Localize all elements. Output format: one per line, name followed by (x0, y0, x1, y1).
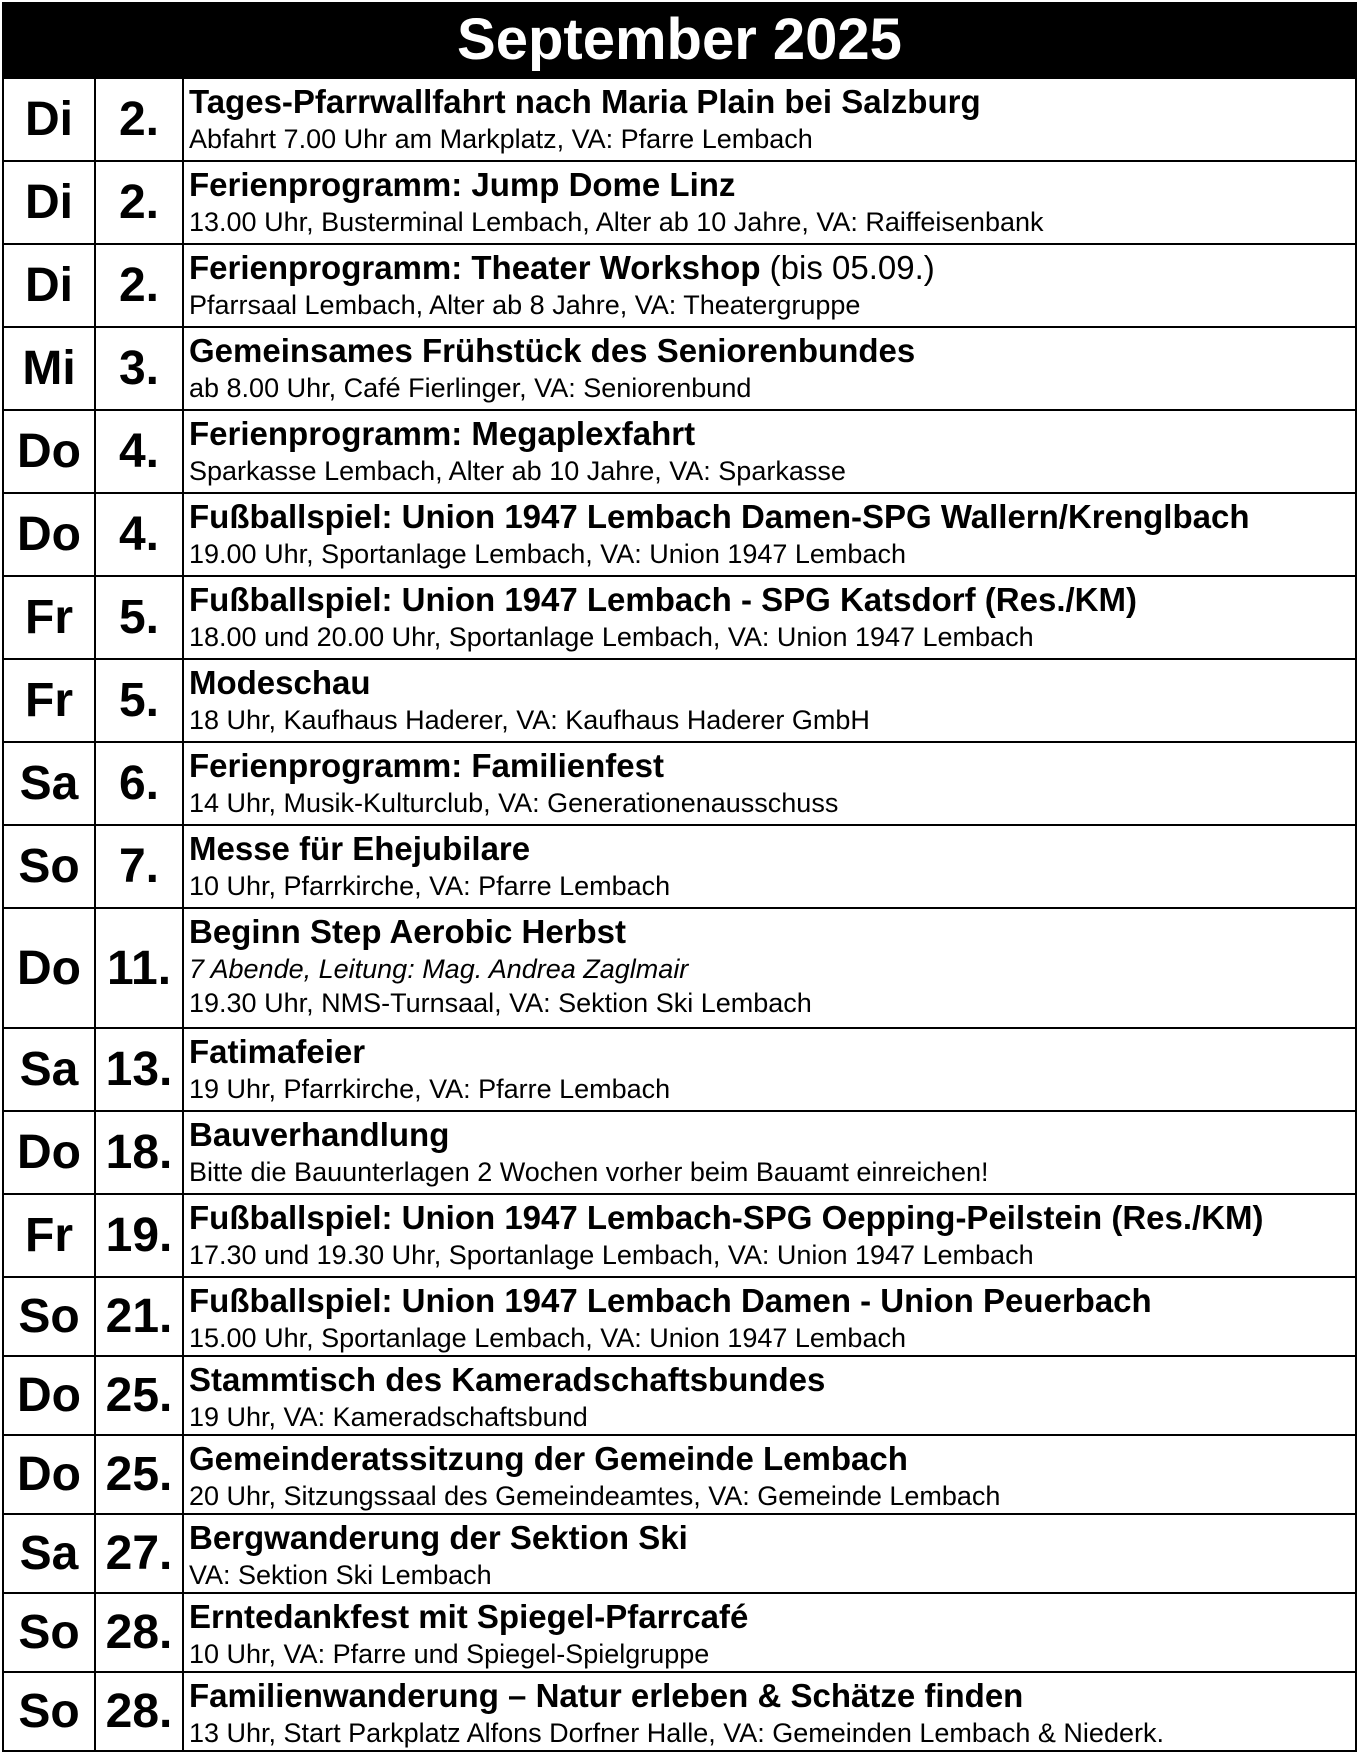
event-detail-line: Pfarrsaal Lembach, Alter ab 8 Jahre, VA: Theatergruppe (189, 290, 861, 320)
events-table (2, 77, 1357, 1752)
event-title-line (189, 414, 1355, 454)
event-row (3, 327, 1356, 410)
event-title-line (189, 1518, 1355, 1558)
event-title-line (189, 580, 1355, 620)
event-date: 28. (95, 1593, 183, 1672)
event-details (183, 1672, 1356, 1751)
event-row (3, 1593, 1356, 1672)
event-date: 13. (95, 1028, 183, 1111)
event-weekday: So (3, 1672, 95, 1751)
event-details (183, 1194, 1356, 1277)
event-title: Bergwanderung der Sektion Ski (189, 1519, 688, 1556)
event-title-line (189, 82, 1355, 122)
event-date: 5. (95, 659, 183, 742)
event-row (3, 1111, 1356, 1194)
event-detail-line: 14 Uhr, Musik-Kulturclub, VA: Generationenausschuss (189, 788, 839, 818)
event-detail-line: 13 Uhr, Start Parkplatz Alfons Dorfner Halle, VA: Gemeinden Lembach & Niederk. (189, 1718, 1164, 1748)
event-row (3, 1435, 1356, 1514)
event-date: 25. (95, 1435, 183, 1514)
event-date: 18. (95, 1111, 183, 1194)
event-weekday: Do (3, 493, 95, 576)
event-details (183, 493, 1356, 576)
event-details (183, 1277, 1356, 1356)
event-details (183, 908, 1356, 1028)
event-details (183, 1111, 1356, 1194)
event-title: Fatimafeier (189, 1033, 366, 1070)
event-details (183, 742, 1356, 825)
event-row (3, 825, 1356, 908)
event-title: Fußballspiel: Union 1947 Lembach - SPG Katsdorf (Res./KM) (189, 581, 1137, 618)
event-weekday: So (3, 1277, 95, 1356)
event-row (3, 1514, 1356, 1593)
event-detail-line: Bitte die Bauunterlagen 2 Wochen vorher beim Bauamt einreichen! (189, 1157, 989, 1187)
event-detail-line: 7 Abende, Leitung: Mag. Andrea Zaglmair (189, 954, 689, 984)
event-detail-line: 19.30 Uhr, NMS-Turnsaal, VA: Sektion Ski Lembach (189, 988, 812, 1018)
event-title-line (189, 1439, 1355, 1479)
event-details (183, 1356, 1356, 1435)
event-date: 3. (95, 327, 183, 410)
event-detail-line: 19 Uhr, VA: Kameradschaftsbund (189, 1402, 588, 1432)
event-weekday: Sa (3, 1028, 95, 1111)
event-detail-line: ab 8.00 Uhr, Café Fierlinger, VA: Seniorenbund (189, 373, 752, 403)
event-weekday: Do (3, 1435, 95, 1514)
event-date: 11. (95, 908, 183, 1028)
event-details (183, 659, 1356, 742)
event-details (183, 327, 1356, 410)
event-title: Tages-Pfarrwallfahrt nach Maria Plain bei Salzburg (189, 83, 981, 120)
event-details (183, 410, 1356, 493)
event-details (183, 1514, 1356, 1593)
event-title: Bauverhandlung (189, 1116, 450, 1153)
event-weekday: Fr (3, 1194, 95, 1277)
event-weekday: Sa (3, 742, 95, 825)
event-title-line (189, 1281, 1355, 1321)
event-title-line (189, 331, 1355, 371)
event-row (3, 1356, 1356, 1435)
event-date: 7. (95, 825, 183, 908)
event-detail-line: 20 Uhr, Sitzungssaal des Gemeindeamtes, VA: Gemeinde Lembach (189, 1481, 1001, 1511)
event-detail-line: 18.00 und 20.00 Uhr, Sportanlage Lembach, VA: Union 1947 Lembach (189, 622, 1034, 652)
event-details (183, 78, 1356, 161)
event-title: Gemeinsames Frühstück des Seniorenbundes (189, 332, 916, 369)
event-title: Fußballspiel: Union 1947 Lembach Damen - Union Peuerbach (189, 1282, 1152, 1319)
event-weekday: Sa (3, 1514, 95, 1593)
event-title: Stammtisch des Kameradschaftsbundes (189, 1361, 826, 1398)
event-title-line (189, 165, 1355, 205)
event-title: Modeschau (189, 664, 371, 701)
event-date: 19. (95, 1194, 183, 1277)
event-title-line (189, 1032, 1355, 1072)
event-row (3, 659, 1356, 742)
event-details (183, 161, 1356, 244)
event-detail-line: 15.00 Uhr, Sportanlage Lembach, VA: Union 1947 Lembach (189, 1323, 906, 1353)
event-title-line (189, 497, 1355, 537)
event-detail-line: 19 Uhr, Pfarrkirche, VA: Pfarre Lembach (189, 1074, 671, 1104)
event-date: 5. (95, 576, 183, 659)
event-title-line (189, 746, 1355, 786)
event-row (3, 1194, 1356, 1277)
event-title: Ferienprogramm: Megaplexfahrt (189, 415, 696, 452)
event-weekday: Mi (3, 327, 95, 410)
event-title: Messe für Ehejubilare (189, 830, 531, 867)
event-row (3, 161, 1356, 244)
event-title-line (189, 1115, 1355, 1155)
event-title-note: (bis 05.09.) (760, 249, 935, 286)
event-title: Ferienprogramm: Jump Dome Linz (189, 166, 736, 203)
event-title-line (189, 1360, 1355, 1400)
event-weekday: Do (3, 1111, 95, 1194)
event-weekday: Do (3, 908, 95, 1028)
event-detail-line: Abfahrt 7.00 Uhr am Markplatz, VA: Pfarre Lembach (189, 124, 813, 154)
event-title-line (189, 1676, 1355, 1716)
event-detail-line: Sparkasse Lembach, Alter ab 10 Jahre, VA: Sparkasse (189, 456, 846, 486)
event-weekday: Do (3, 410, 95, 493)
event-details (183, 576, 1356, 659)
event-row (3, 1672, 1356, 1751)
event-title: Erntedankfest mit Spiegel-Pfarrcafé (189, 1598, 749, 1635)
event-detail-line: 17.30 und 19.30 Uhr, Sportanlage Lembach, VA: Union 1947 Lembach (189, 1240, 1034, 1270)
event-row (3, 1028, 1356, 1111)
event-title: Ferienprogramm: Familienfest (189, 747, 664, 784)
event-title: Fußballspiel: Union 1947 Lembach Damen-SPG Wallern/Krenglbach (189, 498, 1250, 535)
event-detail-line: 19.00 Uhr, Sportanlage Lembach, VA: Union 1947 Lembach (189, 539, 906, 569)
event-details (183, 244, 1356, 327)
event-date: 2. (95, 244, 183, 327)
event-title-line (189, 1198, 1355, 1238)
event-row (3, 908, 1356, 1028)
event-row (3, 742, 1356, 825)
event-weekday: So (3, 1593, 95, 1672)
event-date: 25. (95, 1356, 183, 1435)
event-row (3, 244, 1356, 327)
event-title-line (189, 1597, 1355, 1637)
event-row (3, 576, 1356, 659)
event-detail-line: 10 Uhr, VA: Pfarre und Spiegel-Spielgruppe (189, 1639, 710, 1669)
event-title: Familienwanderung – Natur erleben & Schätze finden (189, 1677, 1024, 1714)
event-weekday: Di (3, 161, 95, 244)
event-date: 2. (95, 161, 183, 244)
page-title: September 2025 (2, 2, 1357, 77)
event-title-line (189, 663, 1355, 703)
event-weekday: Di (3, 78, 95, 161)
event-detail-line: 13.00 Uhr, Busterminal Lembach, Alter ab 10 Jahre, VA: Raiffeisenbank (189, 207, 1044, 237)
events-table-body (3, 78, 1356, 1751)
event-weekday: Fr (3, 576, 95, 659)
event-weekday: Di (3, 244, 95, 327)
event-row (3, 1277, 1356, 1356)
event-row (3, 493, 1356, 576)
event-title-line (189, 829, 1355, 869)
event-date: 21. (95, 1277, 183, 1356)
event-title-line (189, 248, 1355, 288)
event-title: Fußballspiel: Union 1947 Lembach-SPG Oepping-Peilstein (Res./KM) (189, 1199, 1264, 1236)
event-weekday: So (3, 825, 95, 908)
event-row (3, 410, 1356, 493)
event-weekday: Fr (3, 659, 95, 742)
event-date: 2. (95, 78, 183, 161)
event-title: Gemeinderatssitzung der Gemeinde Lembach (189, 1440, 908, 1477)
event-details (183, 1028, 1356, 1111)
event-weekday: Do (3, 1356, 95, 1435)
calendar-sheet (2, 2, 1357, 1752)
event-date: 27. (95, 1514, 183, 1593)
event-row (3, 78, 1356, 161)
event-date: 28. (95, 1672, 183, 1751)
event-title-line (189, 912, 1355, 952)
event-title: Ferienprogramm: Theater Workshop (189, 249, 761, 286)
event-detail-line: 10 Uhr, Pfarrkirche, VA: Pfarre Lembach (189, 871, 671, 901)
event-details (183, 1435, 1356, 1514)
event-details (183, 1593, 1356, 1672)
event-date: 4. (95, 493, 183, 576)
event-title: Beginn Step Aerobic Herbst (189, 913, 627, 950)
event-date: 6. (95, 742, 183, 825)
event-date: 4. (95, 410, 183, 493)
event-detail-line: VA: Sektion Ski Lembach (189, 1560, 492, 1590)
event-detail-line: 18 Uhr, Kaufhaus Haderer, VA: Kaufhaus Haderer GmbH (189, 705, 870, 735)
event-details (183, 825, 1356, 908)
